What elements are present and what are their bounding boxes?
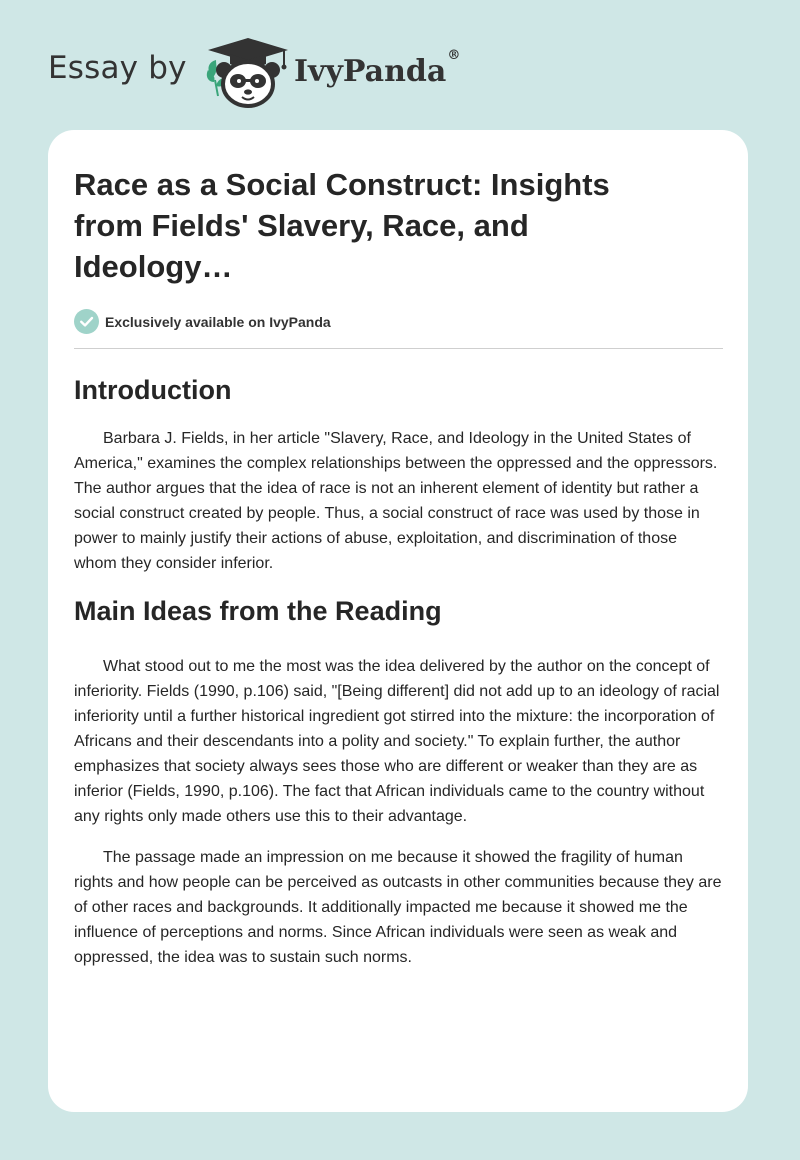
introduction-paragraph: Barbara J. Fields, in her article "Slavery, Race, and Ideology in the United States of America," examines the complex relationships between the oppressed and the oppressors. The author argues that the idea of race is not an inherent element of identity but rather a social construct created by people. Thus, a social construct of race was used by those in power to mainly justify their actions of abuse, exploitation, and discrimination of those whom they consider inferior. (74, 430, 718, 572)
section-heading-introduction: Introduction (74, 375, 232, 405)
registered-mark: ® (447, 48, 461, 63)
essay-by-label: Essay by (48, 50, 187, 86)
check-circle-icon (74, 309, 99, 334)
exclusive-badge-label: Exclusively available on IvyPanda (105, 313, 331, 330)
site-header (48, 36, 528, 108)
brand-name-text: IvyPanda (294, 54, 447, 89)
section-heading-main-ideas: Main Ideas from the Reading (74, 596, 442, 626)
panda-graduate-icon[interactable] (202, 36, 294, 108)
exclusive-badge (74, 309, 723, 334)
title-divider (74, 348, 723, 349)
main-ideas-paragraph-2: The passage made an impression on me because it showed the fragility of human rights and how people can be perceived as outcasts in other communities because they are of other races and backgrounds. It additionally impacted me because it showed me the influence of perceptions and norms. Since African individuals were seen as weak and oppressed, the idea was to sustain such norms. (74, 849, 722, 966)
essay-card (48, 130, 748, 1112)
main-ideas-paragraph-1: What stood out to me the most was the idea delivered by the author on the concept of inferiority. Fields (1990, p.106) said, "[Being different] did not add up to an ideology of racial inferiority until a further historical ingredient got stirred into the mixture: the incorporation of Africans and their descendants into a polity and society." To explain further, the author emphasizes that society always sees those who are different or weaker than they are as inferior (Fields, 1990, p.106). The fact that African individuals came to the country without any rights only made others use this to their advantage. (74, 658, 720, 825)
brand-name[interactable] (294, 48, 461, 89)
essay-title: Race as a Social Construct: Insights from Fields' Slavery, Race, and Ideology… (74, 167, 610, 284)
